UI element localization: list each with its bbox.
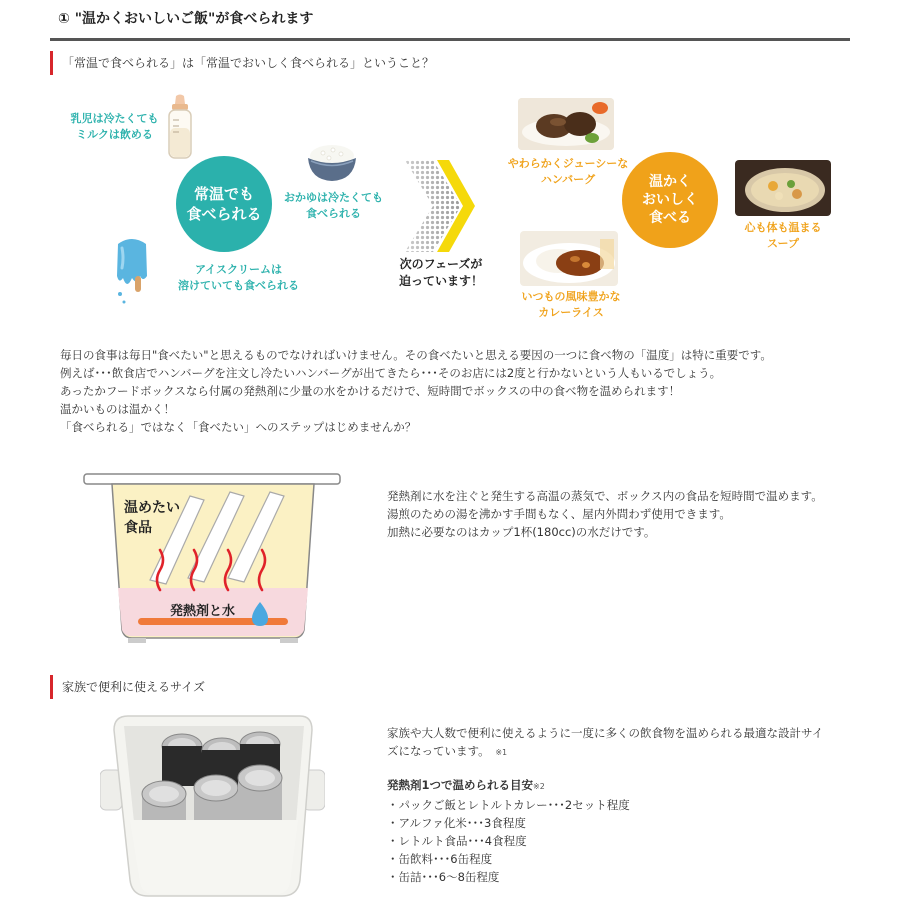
description-line: ズになっています。 xyxy=(387,744,484,758)
description-line: 加熱に必要なのはカップ1杯(180cc)の水だけです。 xyxy=(387,525,656,539)
guide-title: 発熱剤1つで温められる目安 xyxy=(387,778,534,792)
hamburg-photo xyxy=(518,98,614,150)
soup-photo xyxy=(735,160,831,216)
heater-water-label: 発熱剤と水 xyxy=(170,604,236,619)
paragraph-line: 「食べられる」ではなく「食べたい」へのステップはじめませんか？ xyxy=(60,420,417,434)
guide-item: ・レトルト食品･･･4食程度 xyxy=(387,834,527,848)
size-description xyxy=(387,724,823,762)
warm-delicious-circle-label: 温かく おいしく 食べる xyxy=(642,174,698,226)
hamburg-caption: やわらかくジューシーな ハンバーグ xyxy=(507,157,629,186)
food-temperature-paragraph xyxy=(60,346,772,436)
food-to-heat-label: 温めたい 食品 xyxy=(124,500,180,536)
icecream-caption: アイスクリームは 溶けていても食べられる xyxy=(178,263,299,292)
heating-capacity-guide xyxy=(387,776,630,886)
footnote-2-marker: ※2 xyxy=(533,782,545,791)
food-box-with-cans-photo xyxy=(100,710,325,900)
guide-item: ・缶詰･･･6〜8缶程度 xyxy=(387,870,500,884)
baby-milk-caption: 乳児は冷たくても ミルクは飲める xyxy=(70,112,159,141)
paragraph-line: あったかフードボックスなら付属の発熱剤に少量の水をかけるだけで、短時間でボックスの中の食べ物を温められます！ xyxy=(60,384,681,398)
guide-item: ・パックご飯とレトルトカレー･･･2セット程度 xyxy=(387,798,630,812)
melting-icecream-icon xyxy=(110,236,154,306)
title-divider xyxy=(50,38,850,41)
footnote-1-marker: ※1 xyxy=(495,748,508,757)
warm-delicious-circle xyxy=(622,152,718,248)
description-line: 家族や大人数で便利に使えるように一度に多くの飲食物を温められる最適な設計サイ xyxy=(387,726,824,740)
heating-box-diagram xyxy=(82,470,344,650)
paragraph-line: 例えば･･･飲食店でハンバーグを注文し冷たいハンバーグが出てきたら･･･そのお店には2度と行かないという人もいるでしょう。 xyxy=(60,366,722,380)
section-heading-room-temperature: 「常温で食べられる」は「常温でおいしく食べられる」ということ？ xyxy=(50,51,434,75)
soup-caption: 心も体も温まる スープ xyxy=(744,221,822,250)
rice-bowl-icon xyxy=(305,140,359,184)
curry-caption: いつもの風味豊かな カレーライス xyxy=(521,290,621,319)
next-phase-caption: 次のフェーズが 迫っています！ xyxy=(398,257,483,288)
description-line: 発熱剤に水を注ぐと発生する高温の蒸気で、ボックス内の食品を短時間で温めます。 xyxy=(387,489,823,503)
room-temp-circle xyxy=(176,156,272,252)
porridge-caption: おかゆは冷たくても 食べられる xyxy=(284,191,383,220)
paragraph-line: 毎日の食事は毎日"食べたい"と思えるものでなければいけません。その食べたいと思える要因の一つに食べ物の「温度」は特に重要です。 xyxy=(60,348,772,362)
page-title: ① "温かくおいしいご飯"が食べられます xyxy=(58,11,314,27)
paragraph-line: 温かいものは温かく！ xyxy=(60,402,175,416)
next-phase-arrow-icon xyxy=(405,160,475,252)
description-line: 湯煎のための湯を沸かす手間もなく、屋内外問わず使用できます。 xyxy=(387,507,731,521)
heating-description xyxy=(387,487,823,541)
baby-bottle-icon xyxy=(163,94,197,162)
room-temp-circle-label: 常温でも 食べられる xyxy=(186,185,262,223)
guide-item: ・アルファ化米･･･3食程度 xyxy=(387,816,526,830)
section-heading-family-size: 家族で便利に使えるサイズ xyxy=(50,675,205,699)
curry-photo xyxy=(520,231,618,286)
guide-item: ・缶飲料･･･6缶程度 xyxy=(387,852,493,866)
